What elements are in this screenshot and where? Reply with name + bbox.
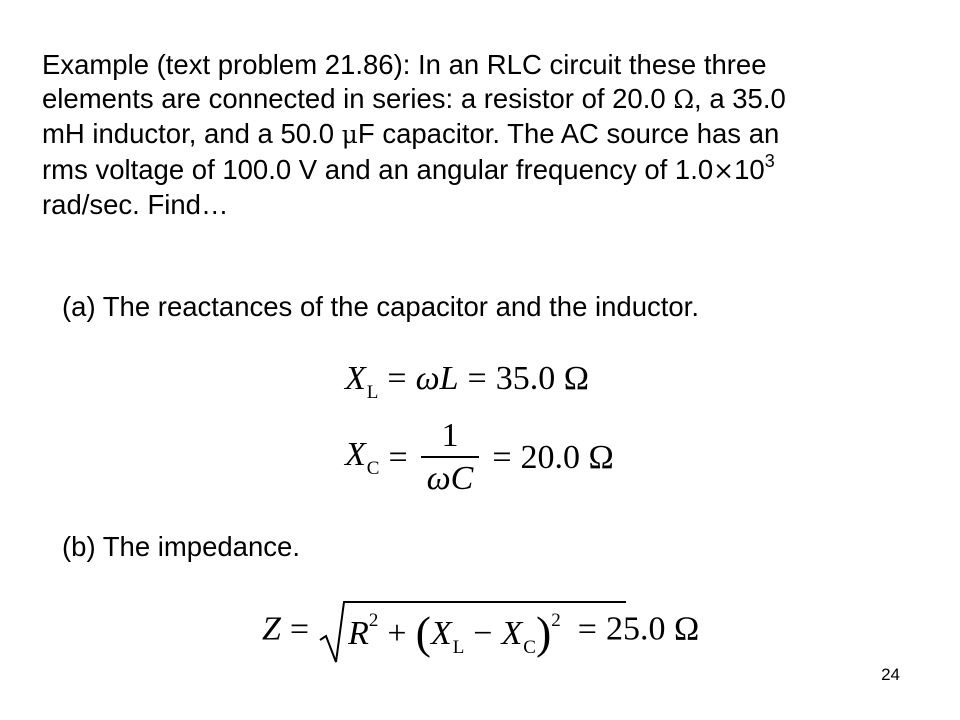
- equation-impedance: Z = $R^2 + (X_L - X_C)^2 = 25.0$ Ω: [262, 600, 699, 670]
- page-number: 24: [881, 665, 900, 684]
- problem-line: rms voltage of 100.0 V and an angular frequency of $1.0\times 10^3$: [42, 150, 775, 185]
- square-root: $R^2 + (X_L - X_C)^2$: [318, 600, 565, 659]
- equation-inductive-reactance: $X_L = \omega L = 35.0$ Ω: [345, 360, 589, 403]
- problem-line: elements are connected in series: a resistor of 20.0 Ω, a 35.0: [42, 83, 786, 115]
- problem-statement: [42, 48, 922, 222]
- fraction: $\frac{1}{\omega C}$: [421, 418, 480, 498]
- problem-line: rad/sec. Find…: [42, 188, 229, 220]
- radical-sign: [318, 600, 628, 666]
- problem-line: mH inductor, and a 50.0 μF capacitor. The AC source has an: [42, 118, 780, 150]
- part-b-label: (b) The impedance.: [62, 531, 300, 562]
- equation-capacitive-reactance: $X_C$ = $\frac{1}{\omega C}$ = 20.0 Ω: [345, 417, 614, 497]
- part-a-label: (a) The reactances of the capacitor and the inductor.: [62, 291, 699, 322]
- problem-line: Example (text problem 21.86): In an RLC circuit these three: [42, 49, 767, 80]
